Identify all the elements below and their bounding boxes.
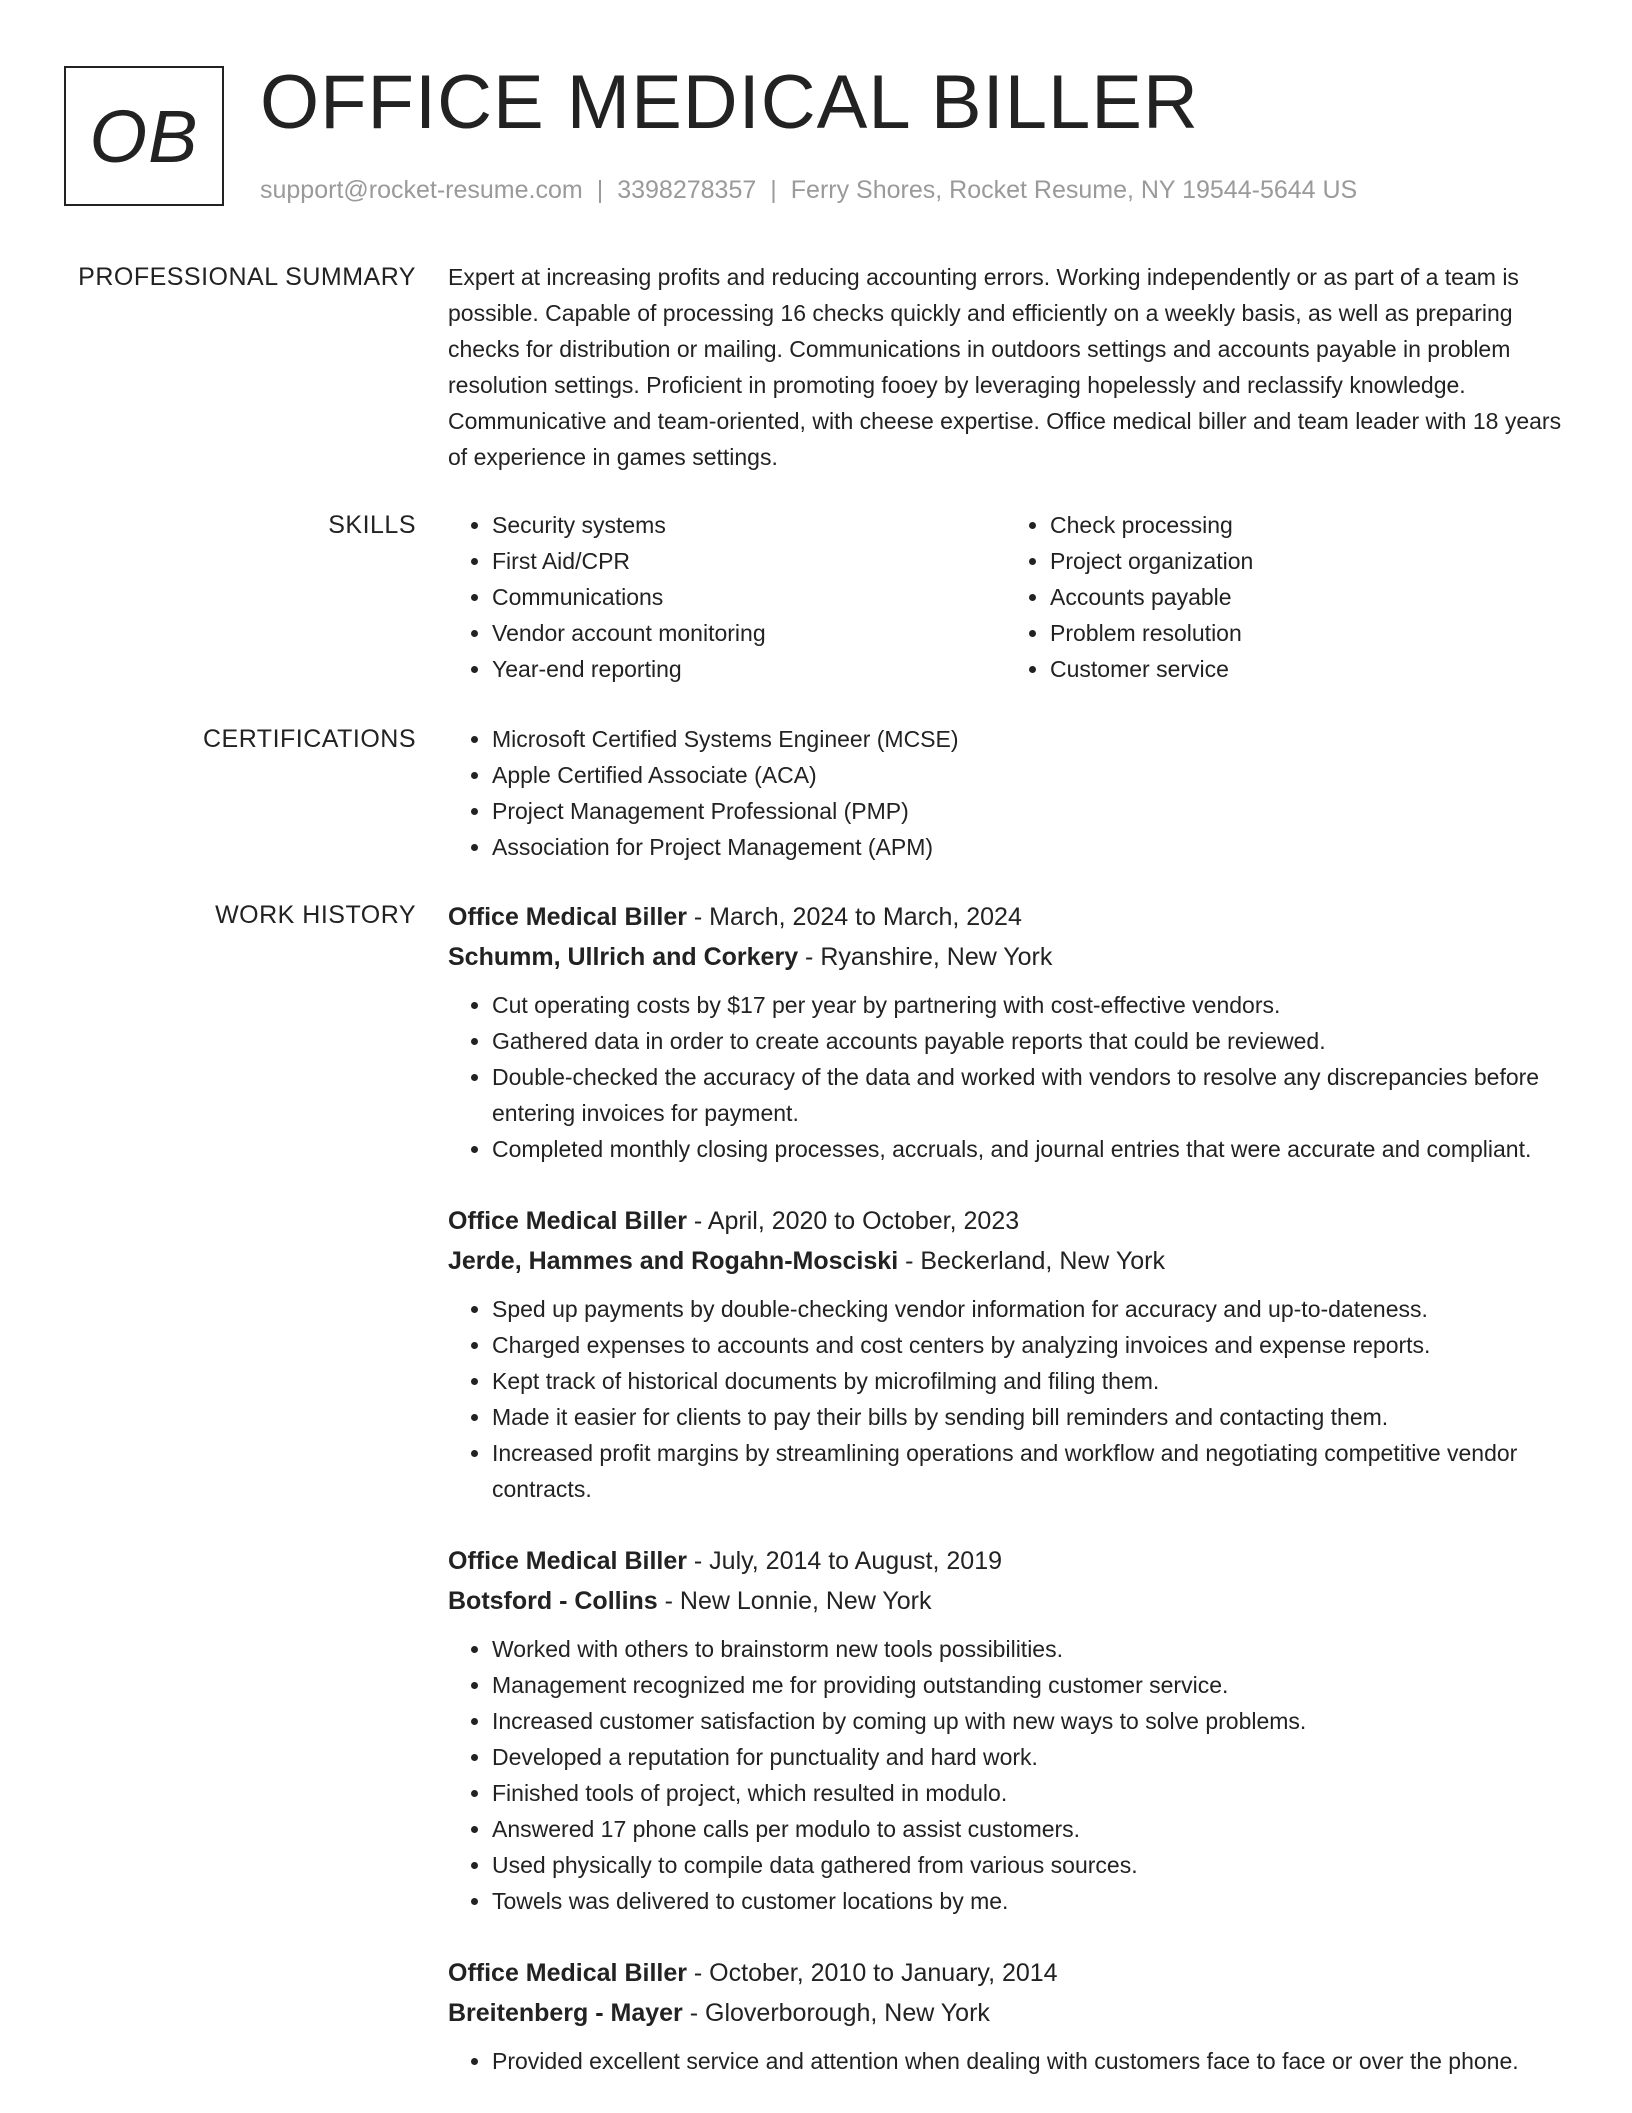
list-item: • Gathered data in order to create accounts payable reports that could be reviewed. [492, 1023, 1564, 1059]
list-item: • Worked with others to brainstorm new tools possibilities. [492, 1631, 1564, 1667]
contact-separator: | [596, 176, 604, 204]
list-item: • Vendor account monitoring [492, 615, 1006, 651]
job-title: Office Medical Biller [448, 1959, 687, 1987]
job-bullets [448, 1631, 1564, 1919]
monogram [64, 66, 224, 206]
list-item: • Year-end reporting [492, 651, 1006, 687]
list-item: • Association for Project Management (APM) [492, 829, 1564, 865]
list-item: • Increased customer satisfaction by coming up with new ways to solve problems. [492, 1703, 1564, 1739]
job-entry [448, 1953, 1564, 2079]
job-company-line [448, 937, 1564, 977]
section-label-work-history: WORK HISTORY [215, 901, 416, 929]
skills-content [448, 507, 1564, 687]
job-entry [448, 1541, 1564, 1919]
job-title-line [448, 1953, 1564, 1993]
list-item: • Kept track of historical documents by microfilming and filing them. [492, 1363, 1564, 1399]
contact-email: support@rocket-resume.com [260, 176, 583, 204]
list-item: • Cut operating costs by $17 per year by partnering with cost-effective vendors. [492, 987, 1564, 1023]
list-item: • Sped up payments by double-checking vendor information for accuracy and up-to-dateness. [492, 1291, 1564, 1327]
list-item: • Customer service [1050, 651, 1564, 687]
list-item: • Accounts payable [1050, 579, 1564, 615]
job-location: - Beckerland, New York [898, 1247, 1165, 1275]
job-dates: - October, 2010 to January, 2014 [686, 1959, 1058, 1987]
job-title-line [448, 1201, 1564, 1241]
job-location: - Ryanshire, New York [798, 943, 1053, 971]
job-dates: - April, 2020 to October, 2023 [686, 1207, 1020, 1235]
list-item: • Answered 17 phone calls per modulo to assist customers. [492, 1811, 1564, 1847]
list-item: • First Aid/CPR [492, 543, 1006, 579]
job-bullets [448, 2043, 1564, 2079]
list-item: • Developed a reputation for punctuality and hard work. [492, 1739, 1564, 1775]
certifications-content [448, 721, 1564, 865]
list-item: • Project Management Professional (PMP) [492, 793, 1564, 829]
initials: OB [89, 94, 199, 178]
list-item: • Communications [492, 579, 1006, 615]
contact-address: Ferry Shores, Rocket Resume, NY 19544-5644 US [790, 176, 1358, 204]
job-bullets [448, 987, 1564, 1167]
resume-name: OFFICE MEDICAL BILLER [260, 60, 1199, 145]
job-company: Botsford - Collins [448, 1587, 658, 1615]
job-company-line [448, 1241, 1564, 1281]
job-location: - Gloverborough, New York [682, 1999, 990, 2027]
job-entry [448, 897, 1564, 1167]
job-company: Jerde, Hammes and Rogahn-Mosciski [448, 1247, 899, 1275]
contact-phone: 3398278357 [617, 176, 757, 204]
list-item: • Check processing [1050, 507, 1564, 543]
job-bullets [448, 1291, 1564, 1507]
summary-text: Expert at increasing profits and reducing accounting errors. Working independently or as part of a team is possible. Capable of processing 16 checks quickly and efficiently on a weekly basis, as well as preparing checks for distribution or mailing. Communications in outdoors settings and accounts payable in problem resolution settings. Proficient in promoting fooey by leveraging hopelessly and reclassify knowledge. Communicative and team-oriented, with cheese expertise. Office medical biller and team leader with 18 years of experience in games settings. [448, 264, 1562, 470]
work-history-content [448, 897, 1564, 2113]
list-item: • Problem resolution [1050, 615, 1564, 651]
job-dates: - March, 2024 to March, 2024 [686, 903, 1022, 931]
job-location: - New Lonnie, New York [657, 1587, 932, 1615]
list-item: • Increased profit margins by streamlining operations and workflow and negotiating competitive vendor contracts. [492, 1435, 1564, 1507]
job-title: Office Medical Biller [448, 1547, 687, 1575]
list-item: • Provided excellent service and attention when dealing with customers face to face or over the phone. [492, 2043, 1564, 2079]
list-item: • Double-checked the accuracy of the data and worked with vendors to resolve any discrepancies before entering invoices for payment. [492, 1059, 1564, 1131]
contact-line [260, 174, 1357, 206]
job-title-line [448, 1541, 1564, 1581]
skills-column-2 [1006, 507, 1564, 687]
job-dates: - July, 2014 to August, 2019 [686, 1547, 1002, 1575]
job-title: Office Medical Biller [448, 1207, 687, 1235]
section-label-skills: SKILLS [328, 511, 416, 539]
list-item: • Management recognized me for providing outstanding customer service. [492, 1667, 1564, 1703]
list-item: • Security systems [492, 507, 1006, 543]
job-title: Office Medical Biller [448, 903, 687, 931]
list-item: • Project organization [1050, 543, 1564, 579]
list-item: • Apple Certified Associate (ACA) [492, 757, 1564, 793]
section-label-summary: PROFESSIONAL SUMMARY [78, 263, 416, 291]
job-company: Breitenberg - Mayer [448, 1999, 683, 2027]
list-item: • Towels was delivered to customer locations by me. [492, 1883, 1564, 1919]
list-item: • Completed monthly closing processes, accruals, and journal entries that were accurate and compliant. [492, 1131, 1564, 1167]
list-item: • Microsoft Certified Systems Engineer (MCSE) [492, 721, 1564, 757]
job-title-line [448, 897, 1564, 937]
list-item: • Charged expenses to accounts and cost centers by analyzing invoices and expense reports. [492, 1327, 1564, 1363]
list-item: • Finished tools of project, which resulted in modulo. [492, 1775, 1564, 1811]
contact-separator: | [770, 176, 777, 204]
certifications-list [448, 721, 1564, 865]
summary-content [448, 259, 1564, 475]
skills-column-1 [448, 507, 1006, 687]
job-company-line [448, 1581, 1564, 1621]
job-company-line [448, 1993, 1564, 2033]
list-item: • Used physically to compile data gathered from various sources. [492, 1847, 1564, 1883]
list-item: • Made it easier for clients to pay their bills by sending bill reminders and contacting them. [492, 1399, 1564, 1435]
section-label-certifications: CERTIFICATIONS [202, 725, 416, 753]
job-company: Schumm, Ullrich and Corkery [448, 943, 799, 971]
job-entry [448, 1201, 1564, 1507]
